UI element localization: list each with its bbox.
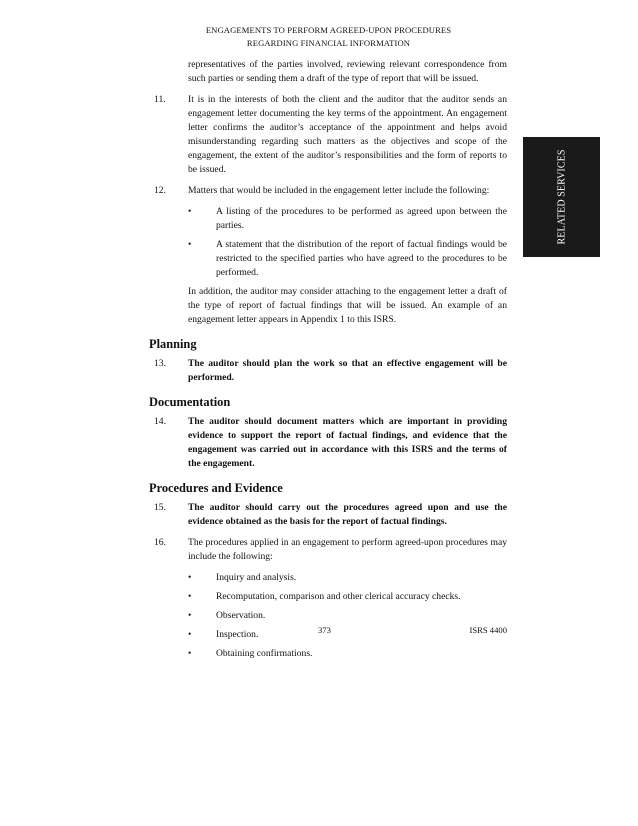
paragraph-14 — [150, 415, 507, 471]
continuation-paragraph: representatives of the parties involved, reviewing relevant correspondence from such parties or sending them a draft of the type of report that will be issued. — [188, 59, 507, 84]
bullet-icon: • — [188, 572, 192, 583]
paragraph-text: It is in the interests of both the client and the auditor that the auditor sends an engagement letter documenting the key terms of the appointment. An engagement letter confirms the auditor’s acceptance of the appointment and helps avoid misunderstanding regarding such matters as the objectives and scope of the engagement, the extent of the auditor’s responsibilities and the form of reports to be issued. — [188, 94, 507, 175]
bullet-icon: • — [188, 239, 192, 250]
header-line-1: ENGAGEMENTS TO PERFORM AGREED-UPON PROCEDURES — [205, 25, 452, 35]
bullet-icon: • — [188, 610, 192, 621]
list-item-text: A listing of the procedures to be performed as agreed upon between the parties. — [216, 206, 507, 231]
list-item-text: Obtaining confirmations. — [216, 648, 313, 659]
list-item — [188, 609, 507, 623]
paragraph-text: The auditor should document matters which are important in providing evidence to support the report of factual findings, and evidence that the engagement was carried out in accordance with this ISRS and the terms of the engagement. — [188, 416, 507, 469]
section-heading-planning: Planning — [149, 337, 197, 351]
page-content — [150, 58, 507, 666]
header-line-2: REGARDING FINANCIAL INFORMATION — [246, 37, 411, 48]
section-heading-procedures: Procedures and Evidence — [149, 481, 283, 495]
paragraph-text: The auditor should carry out the procedures agreed upon and use the evidence obtained as the basis for the report of factual findings. — [188, 502, 507, 527]
paragraph-16 — [150, 536, 507, 564]
sidebar-label: RELATED SERVICES — [556, 149, 567, 245]
paragraph-15 — [150, 501, 507, 529]
paragraph-number: 16. — [154, 537, 166, 548]
paragraph-number: 13. — [154, 358, 166, 369]
bullet-icon: • — [188, 206, 192, 217]
bullet-list — [188, 205, 507, 280]
running-header — [150, 24, 507, 49]
page-number: 373 — [318, 625, 331, 635]
section-sidebar-tab — [523, 137, 600, 257]
bullet-list — [188, 571, 507, 661]
list-item — [188, 238, 507, 280]
paragraph-text: Matters that would be included in the engagement letter include the following: — [188, 185, 490, 196]
bullet-icon: • — [188, 629, 192, 640]
bullet-icon: • — [188, 591, 192, 602]
section-heading-documentation: Documentation — [149, 395, 231, 409]
list-item-text: A statement that the distribution of the report of factual findings would be restricted to the specified parties who have agreed to the procedures to be performed. — [216, 239, 507, 278]
list-item — [188, 590, 507, 604]
list-item — [188, 571, 507, 585]
list-item — [188, 647, 507, 661]
document-code: ISRS 4400 — [469, 625, 507, 635]
paragraph-12-followup: In addition, the auditor may consider attaching to the engagement letter a draft of the type of report of factual findings that will be issued. An example of an engagement letter appears in Appendix 1 to this ISRS. — [188, 286, 507, 325]
paragraph-number: 11. — [154, 94, 166, 105]
paragraph-text: The procedures applied in an engagement to perform agreed-upon procedures may include the following: — [188, 537, 507, 562]
list-item — [188, 205, 507, 233]
paragraph-number: 15. — [154, 502, 166, 513]
paragraph-11 — [150, 93, 507, 177]
bullet-icon: • — [188, 648, 192, 659]
list-item-text: Observation. — [216, 610, 266, 621]
paragraph-12 — [150, 184, 507, 198]
list-item — [188, 628, 507, 642]
list-item-text: Recomputation, comparison and other clerical accuracy checks. — [216, 591, 461, 602]
paragraph-number: 14. — [154, 416, 166, 427]
paragraph-13 — [150, 357, 507, 385]
paragraph-text: The auditor should plan the work so that an effective engagement will be performed. — [188, 358, 507, 383]
paragraph-number: 12. — [154, 185, 166, 196]
list-item-text: Inspection. — [216, 629, 259, 640]
list-item-text: Inquiry and analysis. — [216, 572, 297, 583]
